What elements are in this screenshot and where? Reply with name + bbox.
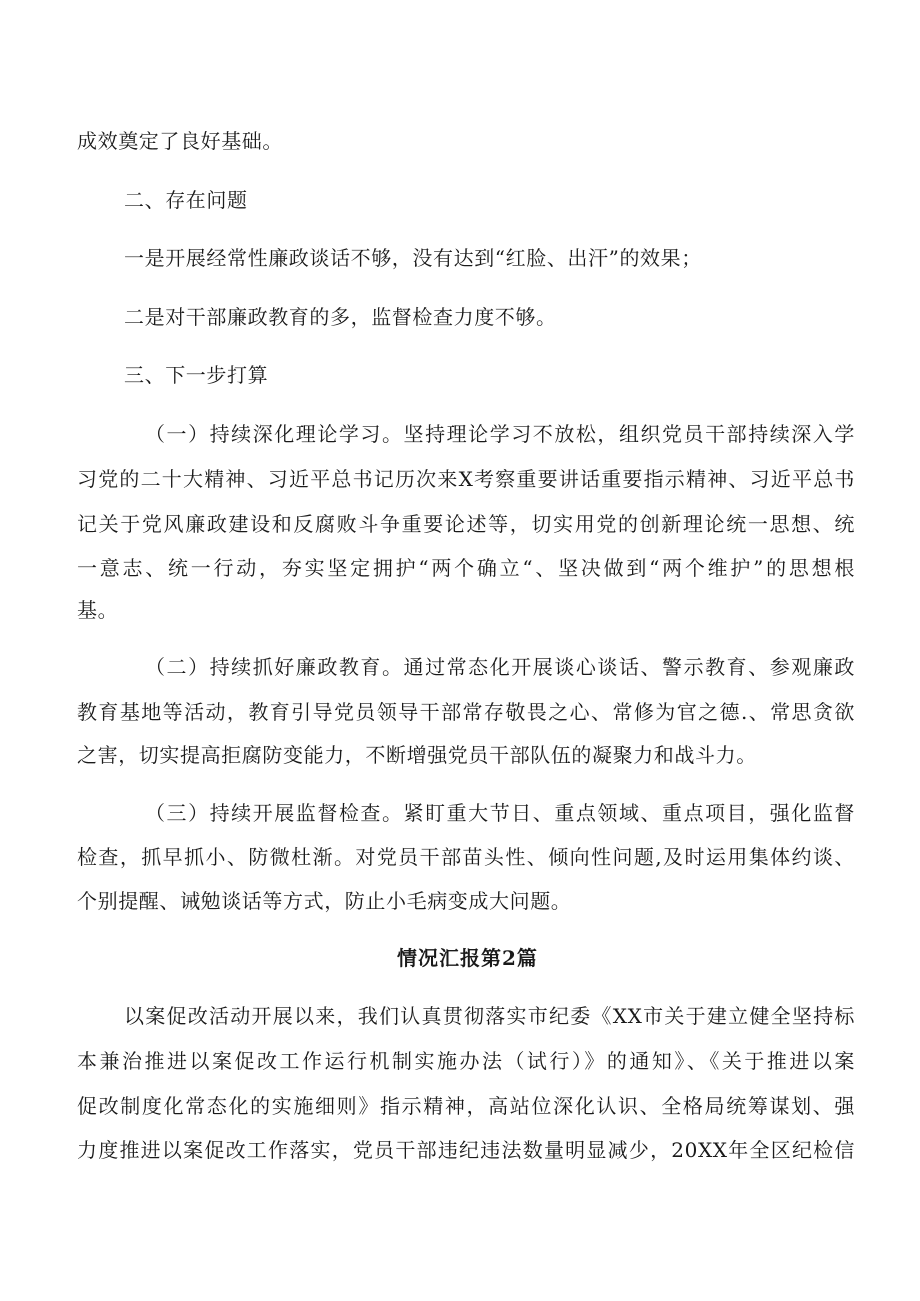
article-title: 情况汇报第2篇 (397, 946, 538, 970)
paragraph-line: （三）持续开展监督检查。紧盯重大节日、重点领域、重点项目，强化监督 (145, 801, 855, 825)
paragraph-line: 个别提醒、诫勉谈话等方式，防止小毛病变成大问题。 (77, 889, 572, 913)
paragraph-line: 以案促改活动开展以来，我们认真贯彻落实市纪委《XX市关于建立健全坚持标 (124, 1004, 855, 1028)
paragraph-line: 检查，抓早抓小、防微杜渐。对党员干部苗头性、倾向性问题,及时运用集体约谈、 (77, 845, 855, 869)
paragraph-line: 教育基地等活动，教育引导党员领导干部常存敬畏之心、常修为官之德.、常思贪欲 (77, 700, 855, 724)
paragraph-line: 一意志、统一行动，夯实坚定拥护“两个确立“、坚决做到“两个维护”的思想根 (77, 556, 855, 580)
paragraph-line: 二是对干部廉政教育的多，监督检查力度不够。 (124, 305, 557, 329)
section-heading: 二、存在问题 (124, 188, 248, 212)
paragraph-line: 促改制度化常态化的实施细则》指示精神，高站位深化认识、全格局统筹谋划、强 (77, 1094, 855, 1118)
paragraph-line: 之害，切实提高拒腐防变能力，不断增强党员干部队伍的凝聚力和战斗力。 (77, 743, 757, 767)
section-heading: 三、下一步打算 (124, 363, 269, 387)
paragraph-line: 力度推进以案促改工作落实，党员干部违纪违法数量明显减少，20XX年全区纪检信 (77, 1138, 855, 1162)
paragraph-line: 基。 (77, 598, 119, 622)
paragraph-line: 习党的二十大精神、习近平总书记历次来X考察重要讲话重要指示精神、习近平总书 (77, 467, 855, 491)
paragraph-line: 成效奠定了良好基础。 (77, 129, 283, 153)
paragraph-line: （二）持续抓好廉政教育。通过常态化开展谈心谈话、警示教育、参观廉政 (145, 655, 855, 679)
paragraph-line: 本兼治推进以案促改工作运行机制实施办法（试行）》的通知》、《关于推进以案 (77, 1049, 855, 1073)
paragraph-line: （一）持续深化理论学习。坚持理论学习不放松，组织党员干部持续深入学 (145, 422, 855, 446)
paragraph-line: 一是开展经常性廉政谈话不够，没有达到“红脸、出汗”的效果； (124, 246, 702, 270)
paragraph-line: 记关于党风廉政建设和反腐败斗争重要论述等，切实用党的创新理论统一思想、统 (77, 512, 855, 536)
